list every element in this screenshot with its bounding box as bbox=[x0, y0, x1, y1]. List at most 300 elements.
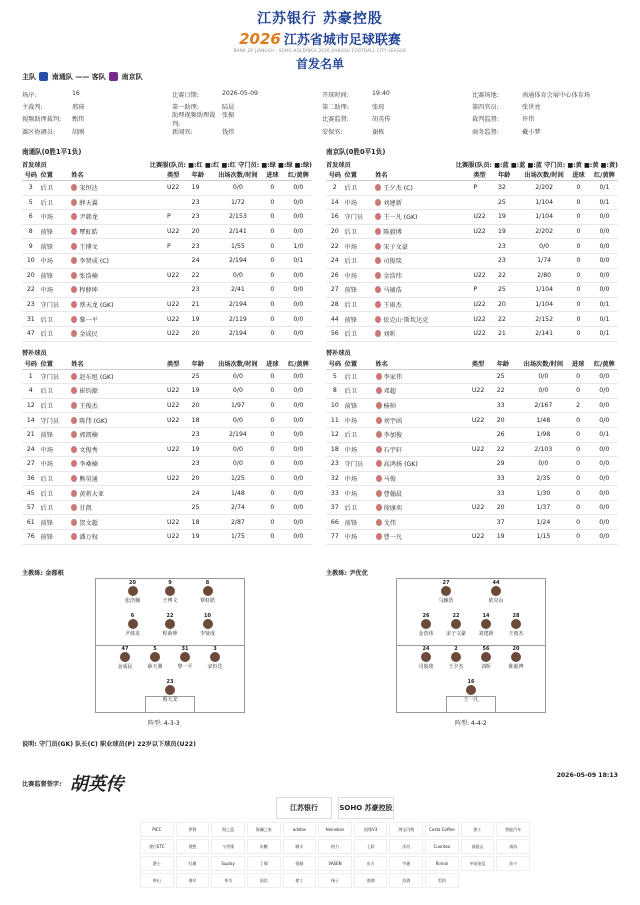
sponsor-grid bbox=[140, 822, 530, 888]
home-formation: 阵型: 4-3-3 bbox=[148, 720, 180, 727]
league-year: 2026 bbox=[239, 30, 281, 48]
player-cell bbox=[374, 210, 472, 225]
info-value: 南通体育会展中心体育场 bbox=[522, 91, 591, 99]
player-row bbox=[326, 471, 618, 486]
player-cell: 27 bbox=[22, 457, 40, 472]
player-avatar-icon bbox=[71, 373, 77, 380]
pitch-player-number: 20 bbox=[129, 580, 136, 586]
pitch-player-number: 2 bbox=[454, 646, 458, 652]
player-cell bbox=[471, 471, 496, 486]
away-team-name: 南京队 bbox=[121, 73, 143, 81]
pitch-player-number: 22 bbox=[166, 613, 174, 619]
sponsor-logo: 海尔 bbox=[176, 873, 210, 888]
player-cell bbox=[166, 195, 191, 210]
page-title: 首发名单 bbox=[295, 57, 344, 71]
main-sponsors bbox=[140, 797, 530, 819]
player-name: 薛天翼 bbox=[79, 199, 98, 207]
player-photo-icon bbox=[150, 652, 160, 662]
player-cell bbox=[70, 457, 166, 472]
column-header: 出场次数/时间 bbox=[522, 169, 566, 181]
player-row bbox=[326, 326, 618, 341]
player-cell: 25 bbox=[191, 369, 216, 384]
sponsor-logo: 伊利 bbox=[176, 822, 210, 837]
away-formation: 阵型: 4-4-2 bbox=[455, 720, 487, 727]
player-photo-icon bbox=[128, 586, 138, 596]
player-row bbox=[22, 224, 312, 239]
player-cell: U22 bbox=[471, 413, 496, 428]
player-avatar-icon bbox=[376, 533, 382, 540]
info-key: 比赛监督: bbox=[322, 116, 349, 124]
player-avatar-icon bbox=[71, 272, 77, 279]
player-cell: 中场 bbox=[344, 195, 375, 210]
home-subs-label: 替补球员 bbox=[22, 350, 47, 358]
player-cell: 0/0 bbox=[285, 500, 312, 515]
pitch-player bbox=[172, 646, 198, 670]
player-row bbox=[326, 486, 618, 501]
player-name: 刘建新 bbox=[383, 199, 402, 207]
player-cell: 中场 bbox=[344, 471, 375, 486]
sponsor-logo: adidas bbox=[283, 822, 317, 837]
player-cell: 0 bbox=[566, 195, 591, 210]
player-avatar-icon bbox=[71, 417, 77, 424]
player-cell: P bbox=[472, 283, 497, 298]
player-cell: 0 bbox=[566, 268, 591, 283]
player-cell bbox=[471, 398, 496, 413]
player-cell: 0/0 bbox=[591, 413, 618, 428]
player-name: 陈伟 (GK) bbox=[79, 417, 108, 425]
player-photo-icon bbox=[128, 619, 138, 629]
player-avatar-icon bbox=[376, 446, 382, 453]
player-cell: U22 bbox=[166, 297, 191, 312]
player-name: 宋子文豪 bbox=[383, 243, 408, 251]
player-cell: 0 bbox=[566, 515, 591, 530]
column-header: 进球 bbox=[566, 358, 591, 370]
player-cell: 18 bbox=[326, 442, 344, 457]
pitch-line bbox=[194, 696, 195, 713]
player-cell: 2/194 bbox=[216, 326, 260, 341]
player-cell: U22 bbox=[166, 384, 191, 399]
player-cell: 25 bbox=[191, 500, 216, 515]
player-cell: 0/0 bbox=[216, 181, 260, 196]
player-cell: 中场 bbox=[40, 253, 71, 268]
column-header: 位置 bbox=[344, 358, 375, 370]
player-photo-icon bbox=[120, 652, 130, 662]
player-cell bbox=[70, 398, 166, 413]
column-header: 出场次数/时间 bbox=[521, 358, 566, 370]
player-cell: 0/0 bbox=[285, 283, 312, 298]
pitch-player-name: 金浩纬 bbox=[418, 631, 434, 637]
player-cell: 21 bbox=[497, 326, 522, 341]
info-value: 张世亮 bbox=[522, 104, 541, 112]
player-cell: 后卫 bbox=[344, 369, 375, 384]
player-avatar-icon bbox=[375, 286, 381, 293]
player-cell: 29 bbox=[496, 457, 521, 472]
player-cell bbox=[70, 515, 166, 530]
player-avatar-icon bbox=[71, 402, 77, 409]
player-cell: 2/194 bbox=[216, 253, 260, 268]
sponsor-logo: 顺丰 bbox=[283, 839, 317, 854]
player-cell: 33 bbox=[496, 486, 521, 501]
player-photo-icon bbox=[180, 652, 190, 662]
player-cell: 22 bbox=[496, 384, 521, 399]
sponsor-logo: 国信 bbox=[247, 873, 281, 888]
player-name: 甘凯 bbox=[79, 505, 92, 513]
player-cell: 19 bbox=[191, 312, 216, 327]
player-cell: 守门员 bbox=[344, 210, 375, 225]
pitch-player bbox=[458, 679, 484, 703]
player-cell: 0/0 bbox=[591, 369, 618, 384]
player-cell: 0 bbox=[566, 210, 591, 225]
pitch-player-number: 24 bbox=[422, 646, 430, 652]
player-cell: 0/0 bbox=[285, 210, 312, 225]
player-cell: 0 bbox=[566, 224, 591, 239]
player-cell: 77 bbox=[326, 530, 344, 545]
player-cell: 23 bbox=[191, 210, 216, 225]
player-cell bbox=[70, 181, 166, 196]
player-name: 程薛坤 bbox=[79, 287, 98, 295]
player-cell: 22 bbox=[497, 312, 522, 327]
player-cell: 0/0 bbox=[285, 442, 312, 457]
player-cell: 0/0 bbox=[591, 224, 618, 239]
player-cell: 0/0 bbox=[216, 457, 260, 472]
player-cell: 33 bbox=[496, 471, 521, 486]
player-cell: 前锋 bbox=[344, 312, 375, 327]
info-key: 裁判监督: bbox=[472, 116, 499, 124]
sponsor-logo: 南钢 bbox=[354, 873, 388, 888]
player-cell: 56 bbox=[326, 326, 344, 341]
sponsor-logo: 海澜之家 bbox=[247, 822, 281, 837]
player-cell bbox=[374, 268, 472, 283]
sponsor-logo: 建行ETC bbox=[140, 839, 174, 854]
away-team-record: 南京队(0胜0平1负) bbox=[326, 148, 386, 156]
home-formation-pitch bbox=[95, 578, 245, 713]
player-cell: 0 bbox=[566, 530, 591, 545]
info-row bbox=[22, 111, 622, 128]
player-cell: U22 bbox=[471, 500, 496, 515]
player-cell: 33 bbox=[326, 486, 344, 501]
player-cell: U22 bbox=[166, 530, 191, 545]
player-cell: 44 bbox=[326, 312, 344, 327]
info-value: 张振 bbox=[222, 111, 235, 119]
player-cell: 2/119 bbox=[216, 312, 260, 327]
sponsor-logo: 国缘V3 bbox=[354, 822, 388, 837]
player-cell: 37 bbox=[496, 515, 521, 530]
player-avatar-icon bbox=[375, 272, 381, 279]
pitch-player-number: 14 bbox=[482, 613, 490, 619]
pitch-player bbox=[433, 580, 459, 604]
player-cell: 20 bbox=[326, 224, 344, 239]
player-cell bbox=[374, 181, 472, 196]
info-key: 助理视频助理裁判: bbox=[172, 111, 216, 128]
player-cell bbox=[70, 471, 166, 486]
player-cell bbox=[70, 268, 166, 283]
pitch-line bbox=[145, 696, 146, 713]
player-avatar-icon bbox=[71, 184, 77, 191]
player-cell: 前锋 bbox=[40, 427, 71, 442]
player-row bbox=[22, 515, 312, 530]
player-cell bbox=[166, 253, 191, 268]
player-cell: U22 bbox=[166, 326, 191, 341]
player-cell: 31 bbox=[22, 312, 40, 327]
player-name: 陈毅博 bbox=[383, 229, 402, 237]
player-name: 覃虹皓 bbox=[79, 229, 98, 237]
player-cell: 2/80 bbox=[522, 268, 566, 283]
player-cell: 18 bbox=[191, 413, 216, 428]
teams-separator: —— bbox=[75, 73, 90, 81]
sponsor-logo: 淘宝闪购 bbox=[389, 822, 423, 837]
player-cell bbox=[70, 195, 166, 210]
info-value: 胡刚 bbox=[72, 128, 85, 136]
player-cell: 0/0 bbox=[285, 268, 312, 283]
main-sponsor-logo: SOHO 苏豪控股 bbox=[338, 797, 394, 819]
column-header: 红/黄牌 bbox=[591, 169, 618, 181]
player-name: 赵东旭 (GK) bbox=[79, 373, 114, 381]
player-cell: 19 bbox=[497, 210, 522, 225]
player-cell: 0/0 bbox=[591, 398, 618, 413]
player-avatar-icon bbox=[375, 330, 381, 337]
player-cell: 2/153 bbox=[216, 210, 260, 225]
player-cell bbox=[375, 486, 471, 501]
player-cell: 25 bbox=[497, 195, 522, 210]
pitch-player-number: 8 bbox=[205, 580, 210, 586]
player-cell: 0/0 bbox=[285, 297, 312, 312]
player-cell: 0 bbox=[260, 181, 285, 196]
info-value: 谢栋 bbox=[372, 128, 385, 136]
player-cell: 后卫 bbox=[40, 312, 71, 327]
player-cell bbox=[166, 457, 191, 472]
player-row bbox=[326, 210, 618, 225]
player-cell: 中场 bbox=[344, 530, 375, 545]
player-cell: 0/0 bbox=[285, 384, 312, 399]
pitch-player bbox=[142, 646, 168, 670]
column-header: 类型 bbox=[166, 169, 191, 181]
pitch-player-name: 刘昕 bbox=[480, 664, 491, 670]
away-coach: 主教练: 尹优优 bbox=[326, 570, 368, 577]
sponsor-logo: 宇通 bbox=[389, 856, 423, 871]
player-avatar-icon bbox=[71, 330, 77, 337]
player-cell: 后卫 bbox=[40, 486, 71, 501]
player-cell: 前锋 bbox=[40, 530, 71, 545]
sponsor-logo: 爵士 bbox=[140, 856, 174, 871]
player-avatar-icon bbox=[71, 243, 77, 250]
info-cell bbox=[22, 102, 172, 111]
player-cell: 0/0 bbox=[591, 283, 618, 298]
player-cell: U22 bbox=[472, 268, 497, 283]
player-row bbox=[22, 297, 312, 312]
column-header: 类型 bbox=[166, 358, 191, 370]
player-cell: 0/1 bbox=[591, 181, 618, 196]
player-cell: 10 bbox=[22, 253, 40, 268]
player-photo-icon bbox=[421, 652, 431, 662]
pitch-player-number: 31 bbox=[181, 646, 189, 652]
player-cell bbox=[375, 442, 471, 457]
player-cell: 20 bbox=[496, 413, 521, 428]
player-cell: 1/30 bbox=[521, 486, 566, 501]
player-cell: 0 bbox=[566, 369, 591, 384]
info-value: 钱炜 bbox=[222, 128, 235, 136]
player-name: 郭凯楠 bbox=[79, 432, 98, 440]
player-row bbox=[326, 297, 618, 312]
player-cell: 21 bbox=[191, 297, 216, 312]
pitch-player-number: 3 bbox=[213, 646, 217, 652]
player-cell bbox=[70, 442, 166, 457]
player-cell: 0 bbox=[260, 500, 285, 515]
player-avatar-icon bbox=[71, 460, 77, 467]
player-cell: 0 bbox=[260, 398, 285, 413]
player-photo-icon bbox=[451, 619, 461, 629]
player-cell: 0 bbox=[566, 312, 591, 327]
player-cell: U22 bbox=[166, 398, 191, 413]
player-cell bbox=[166, 427, 191, 442]
player-cell: 前锋 bbox=[344, 398, 375, 413]
pitch-player-name: 尹韩龙 bbox=[124, 631, 140, 637]
player-cell: 0/0 bbox=[285, 312, 312, 327]
player-cell bbox=[374, 326, 472, 341]
player-cell: U22 bbox=[472, 210, 497, 225]
column-header: 出场次数/时间 bbox=[216, 169, 260, 181]
away-badge-icon bbox=[109, 72, 118, 81]
player-avatar-icon bbox=[376, 417, 382, 424]
player-cell: 0/1 bbox=[591, 312, 618, 327]
player-cell: 后卫 bbox=[40, 195, 71, 210]
info-key: 比赛场地: bbox=[472, 91, 499, 99]
player-avatar-icon bbox=[71, 228, 77, 235]
info-key: 第一助理: bbox=[172, 104, 199, 112]
player-row bbox=[22, 312, 312, 327]
player-cell bbox=[375, 530, 471, 545]
pitch-line bbox=[396, 712, 546, 713]
player-avatar-icon bbox=[71, 504, 77, 511]
player-cell: U22 bbox=[166, 224, 191, 239]
sponsor-logo: 丁蜀 bbox=[247, 856, 281, 871]
player-cell: 19 bbox=[496, 530, 521, 545]
player-cell bbox=[70, 253, 166, 268]
player-cell: 10 bbox=[326, 398, 344, 413]
column-header: 进球 bbox=[566, 169, 591, 181]
player-cell: 11 bbox=[326, 413, 344, 428]
player-cell: 0 bbox=[260, 530, 285, 545]
info-cell bbox=[322, 127, 472, 136]
player-cell bbox=[471, 486, 496, 501]
sponsor-logo: 徐工 bbox=[283, 873, 317, 888]
player-row bbox=[326, 253, 618, 268]
player-photo-icon bbox=[481, 652, 491, 662]
player-cell: 24 bbox=[191, 486, 216, 501]
player-cell: 0/0 bbox=[521, 369, 566, 384]
player-cell: 1/72 bbox=[216, 195, 260, 210]
player-cell: 23 bbox=[191, 457, 216, 472]
pitch-line bbox=[495, 696, 496, 713]
player-cell: 0 bbox=[260, 297, 285, 312]
player-cell: 守门员 bbox=[344, 457, 375, 472]
player-cell bbox=[471, 427, 496, 442]
player-cell bbox=[70, 224, 166, 239]
sponsor-logo: Heineken bbox=[318, 822, 352, 837]
column-header: 姓名 bbox=[70, 169, 166, 181]
column-header: 进球 bbox=[260, 358, 285, 370]
pitch-player bbox=[503, 613, 529, 637]
player-cell: 0 bbox=[260, 384, 285, 399]
player-cell bbox=[166, 283, 191, 298]
player-cell: 0/0 bbox=[521, 457, 566, 472]
info-cell bbox=[172, 90, 322, 99]
player-cell: 4 bbox=[22, 384, 40, 399]
player-row bbox=[326, 384, 618, 399]
player-cell: 24 bbox=[191, 253, 216, 268]
player-avatar-icon bbox=[376, 519, 382, 526]
player-cell: 1/104 bbox=[522, 297, 566, 312]
pitch-player-name: 张浩楠 bbox=[124, 598, 140, 604]
player-cell: U22 bbox=[166, 471, 191, 486]
player-cell: U22 bbox=[166, 515, 191, 530]
pitch-player-name: 依克山 bbox=[488, 598, 504, 604]
pitch-player bbox=[202, 646, 228, 670]
player-cell: 0/0 bbox=[591, 268, 618, 283]
player-cell: 中场 bbox=[40, 283, 71, 298]
pitch-player-name: 薛天翼 bbox=[147, 664, 163, 670]
player-row bbox=[326, 181, 618, 196]
player-cell: 18 bbox=[191, 515, 216, 530]
player-cell: 22 bbox=[496, 442, 521, 457]
player-row bbox=[22, 486, 312, 501]
player-cell: 0 bbox=[566, 442, 591, 457]
player-name: 高鸿扬 (GK) bbox=[383, 461, 418, 469]
player-row bbox=[22, 239, 312, 254]
sponsor-logo: 徐工 bbox=[461, 822, 495, 837]
header bbox=[0, 0, 640, 72]
player-cell: 0 bbox=[260, 442, 285, 457]
player-name: 王夕杰 (C) bbox=[383, 185, 413, 193]
info-key: 第二助理: bbox=[322, 104, 349, 112]
player-cell: 19 bbox=[191, 384, 216, 399]
player-name: 依克山·斯坎达克 bbox=[383, 316, 429, 324]
player-cell: U22 bbox=[166, 442, 191, 457]
pitch-player-name: 覃虹皓 bbox=[199, 598, 215, 604]
player-cell: 6 bbox=[22, 210, 40, 225]
info-cell bbox=[22, 90, 172, 99]
pitch-player-name: 王夕杰 bbox=[448, 664, 464, 670]
player-row bbox=[22, 326, 312, 341]
player-cell: U22 bbox=[472, 326, 497, 341]
player-photo-icon bbox=[481, 619, 491, 629]
player-name: 邓超 bbox=[383, 388, 396, 396]
player-cell bbox=[166, 369, 191, 384]
player-cell bbox=[70, 384, 166, 399]
player-name: 李贤成 (C) bbox=[79, 258, 109, 266]
player-name: 崔钧源 bbox=[79, 388, 98, 396]
player-cell: 后卫 bbox=[344, 326, 375, 341]
player-cell: 后卫 bbox=[40, 181, 71, 196]
player-cell: 1/104 bbox=[522, 195, 566, 210]
player-avatar-icon bbox=[71, 446, 77, 453]
player-row bbox=[326, 224, 618, 239]
sponsor-logo: 海之蓝 bbox=[211, 822, 245, 837]
column-header: 姓名 bbox=[375, 358, 471, 370]
player-cell: U22 bbox=[166, 181, 191, 196]
player-cell: 0/0 bbox=[591, 515, 618, 530]
player-cell: 0/0 bbox=[591, 239, 618, 254]
info-value: 胡英传 bbox=[372, 116, 391, 124]
player-cell: 8 bbox=[22, 224, 40, 239]
player-cell bbox=[375, 427, 471, 442]
player-name: 王俊杰 bbox=[79, 403, 98, 411]
player-cell: 1/97 bbox=[216, 398, 260, 413]
player-cell: 0/0 bbox=[216, 268, 260, 283]
player-cell: 26 bbox=[326, 268, 344, 283]
home-starters-table bbox=[22, 169, 312, 342]
player-cell: 37 bbox=[326, 500, 344, 515]
pitch-line bbox=[396, 578, 546, 579]
